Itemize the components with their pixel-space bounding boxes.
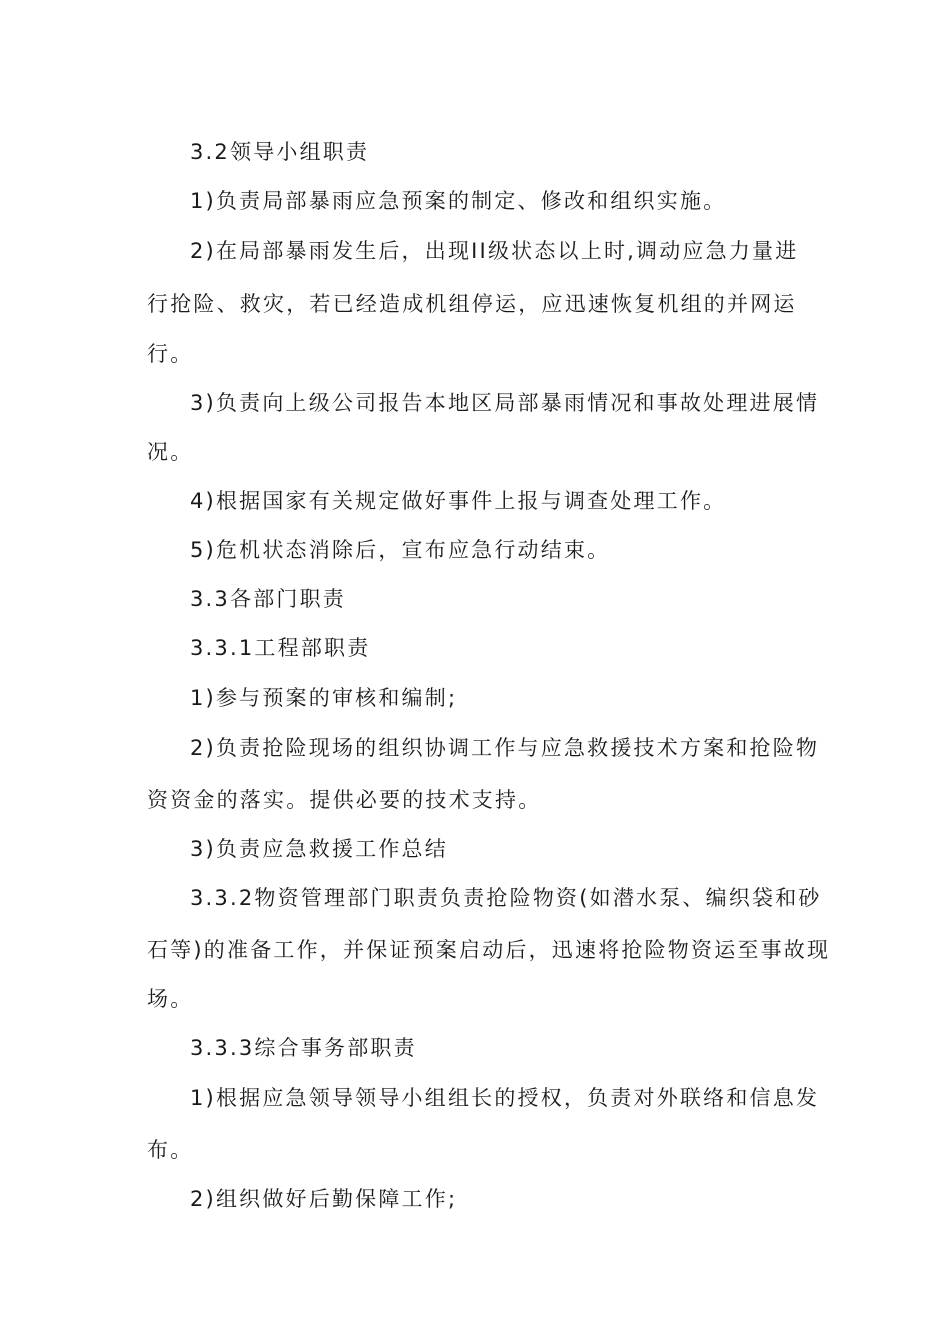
paragraph-line: 行。	[147, 342, 194, 366]
section-heading-3-2: 3.2领导小组职责	[190, 140, 370, 164]
paragraph-line: 1)参与预案的审核和编制;	[190, 686, 458, 710]
paragraph-line: 1)负责局部暴雨应急预案的制定、修改和组织实施。	[190, 189, 727, 213]
paragraph-line: 2)在局部暴雨发生后，出现II级状态以上时,调动应急力量进	[190, 239, 799, 263]
paragraph-line: 3)负责应急救援工作总结	[190, 837, 448, 861]
paragraph-line: 行抢险、救灾，若已经造成机组停运，应迅速恢复机组的并网运	[147, 292, 797, 316]
paragraph-line: 石等)的准备工作，并保证预案启动后，迅速将抢险物资运至事故现	[147, 938, 831, 962]
paragraph-line: 2)组织做好后勤保障工作;	[190, 1187, 458, 1211]
paragraph-line: 3)负责向上级公司报告本地区局部暴雨情况和事故处理进展情	[190, 391, 820, 415]
paragraph-line: 5)危机状态消除后，宣布应急行动结束。	[190, 538, 611, 562]
section-heading-3-3: 3.3各部门职责	[190, 587, 346, 611]
paragraph-line: 1)根据应急领导领导小组组长的授权，负责对外联络和信息发	[190, 1086, 820, 1110]
paragraph-line: 资资金的落实。提供必要的技术支持。	[147, 788, 542, 812]
section-heading-3-3-2: 3.3.2物资管理部门职责负责抢险物资(如潜水泵、编织袋和砂	[190, 886, 822, 910]
paragraph-line: 场。	[147, 987, 194, 1011]
paragraph-line: 4)根据国家有关规定做好事件上报与调查处理工作。	[190, 489, 727, 513]
paragraph-line: 况。	[147, 440, 194, 464]
section-heading-3-3-1: 3.3.1工程部职责	[190, 636, 371, 660]
section-heading-3-3-3: 3.3.3综合事务部职责	[190, 1036, 417, 1060]
paragraph-line: 布。	[147, 1138, 194, 1162]
paragraph-line: 2)负责抢险现场的组织协调工作与应急救援技术方案和抢险物	[190, 736, 820, 760]
